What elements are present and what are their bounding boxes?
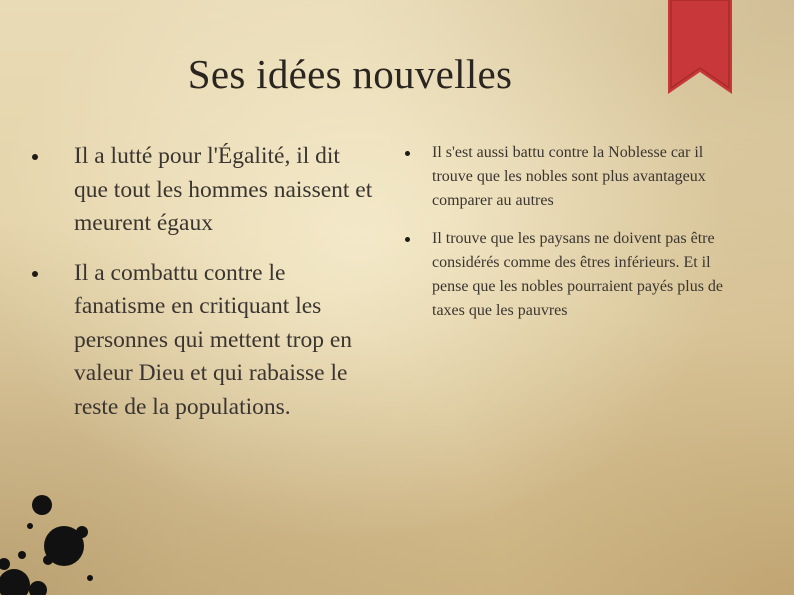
bullet-text: Il a lutté pour l'Égalité, il dit que tout les hommes naissent et meurent égaux [74,143,373,236]
list-item [32,257,377,425]
ink-splatter-icon [0,480,110,595]
bullet-text: Il trouve que les paysans ne doivent pas être considérés comme des êtres inférieurs. Et il pense que les nobles pourraient payés plus de taxes que les pauvres [432,230,724,319]
bullet-icon [405,237,410,242]
right-bullet-list [405,141,745,337]
bullet-text: Il s'est aussi battu contre la Noblesse car il trouve que les nobles sont plus avantageux comparer au autres [432,144,706,209]
list-item [32,140,377,241]
bullet-icon [32,154,38,160]
left-bullet-list [32,140,377,440]
bullet-icon [405,151,410,156]
bullet-text: Il a combattu contre le fanatisme en critiquant les personnes qui mettent trop en valeur Dieu et qui rabaisse le reste de la populations. [74,259,353,420]
list-item [405,227,745,323]
bullet-icon [32,271,38,277]
list-item [405,141,745,213]
slide-title: Ses idées nouvelles [187,51,513,97]
